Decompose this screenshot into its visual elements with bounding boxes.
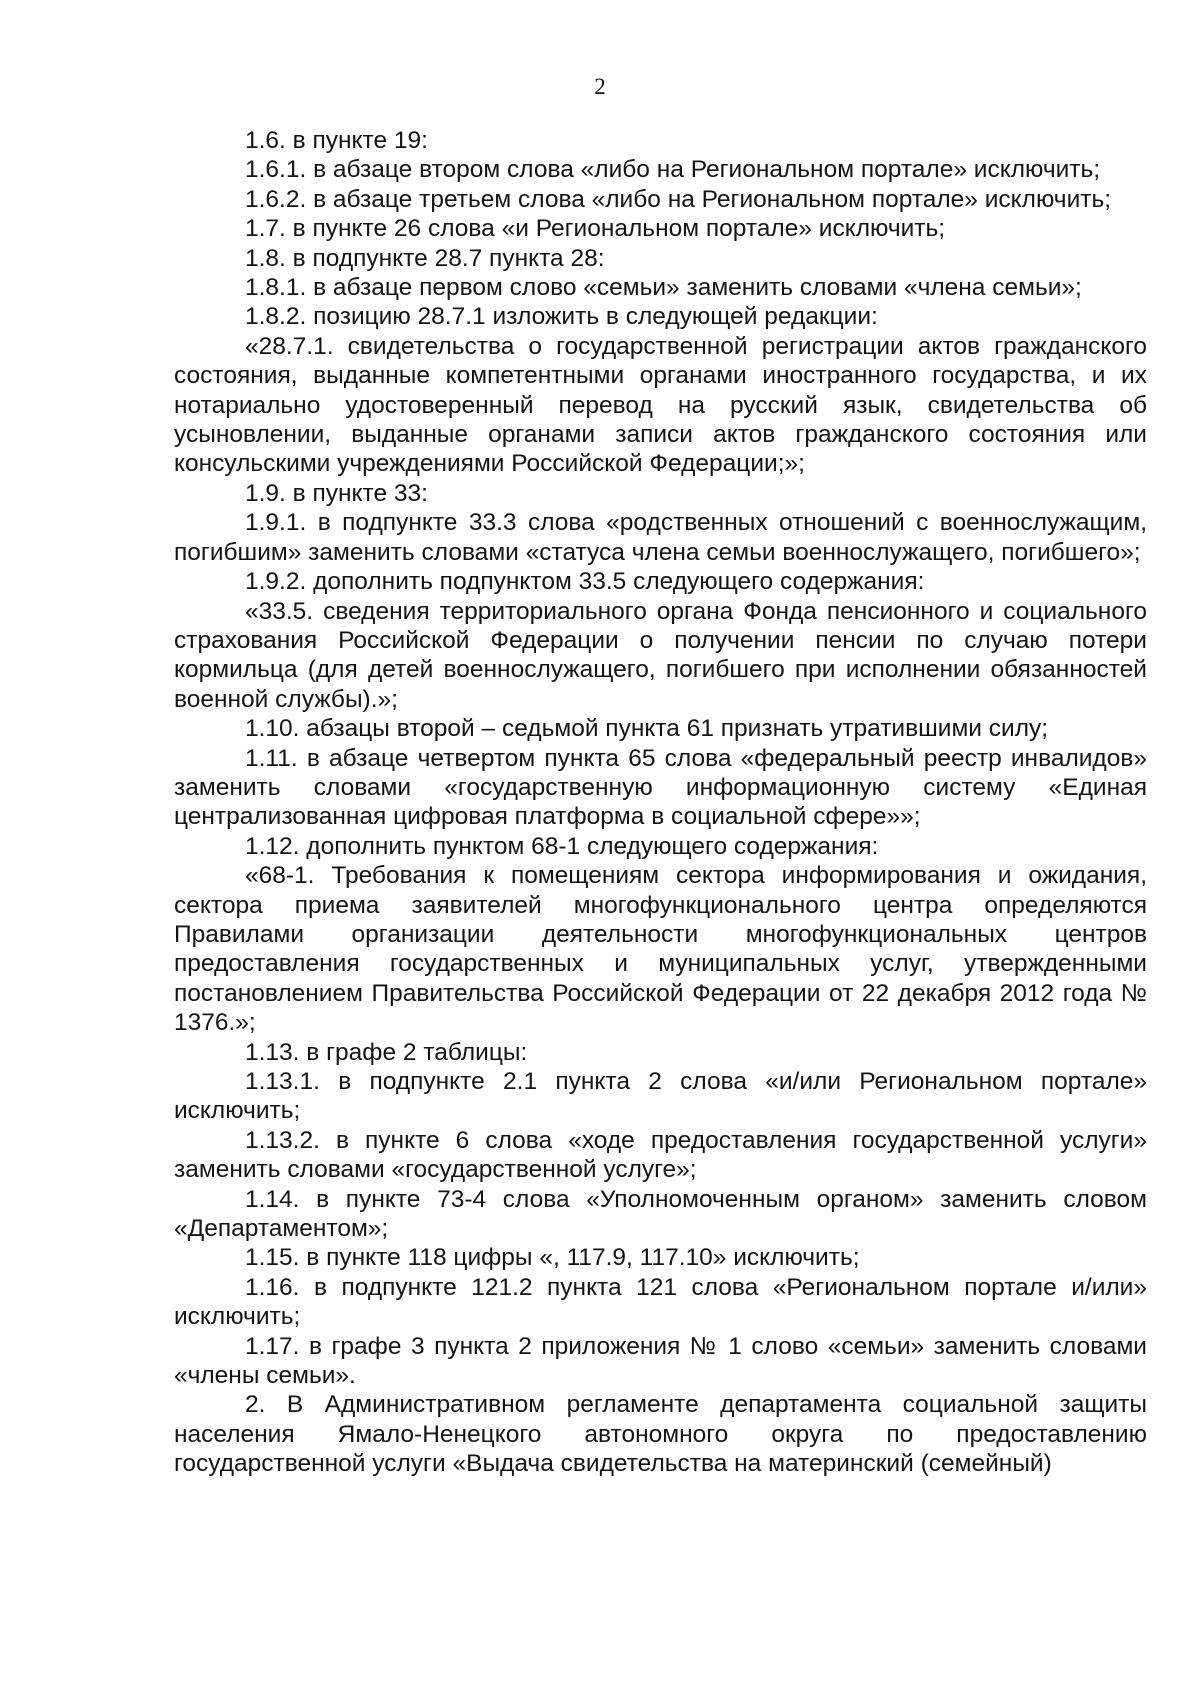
paragraph-1-9-2: 1.9.2. дополнить подпунктом 33.5 следующего содержания: bbox=[245, 568, 925, 596]
paragraph-1-9: 1.9. в пункте 33: bbox=[245, 479, 428, 507]
quoted-paragraph-28-7-1: «28.7.1. свидетельства о государственной регистрации актов гражданского состояния, выданные компетентными органами иностранного государства, и их нотариально удостоверенный перевод на русский язык, свидетельства об усыновлении, выданные органами записи актов гражданского состояния или консульскими учреждениями Российской Федерации;»; bbox=[174, 332, 1147, 478]
paragraph-1-12: 1.12. дополнить пунктом 68-1 следующего содержания: bbox=[245, 832, 879, 860]
document-body bbox=[174, 126, 1147, 1479]
paragraph-1-17: 1.17. в графе 3 пункта 2 приложения № 1 слово «семьи» заменить словами «члены семьи». bbox=[174, 1332, 1147, 1390]
paragraph-1-7: 1.7. в пункте 26 слова «и Региональном портале» исключить; bbox=[245, 215, 946, 243]
paragraph-1-13-1: 1.13.1. в подпункте 2.1 пункта 2 слова «и/или Региональном портале» исключить; bbox=[174, 1068, 1147, 1125]
paragraph-1-6-2: 1.6.2. в абзаце третьем слова «либо на Региональном портале» исключить; bbox=[245, 185, 1112, 213]
paragraph-1-13-2: 1.13.2. в пункте 6 слова «ходе предоставления государственной услуги» заменить словами «государственной услуге»; bbox=[174, 1126, 1147, 1184]
quoted-paragraph-68-1: «68-1. Требования к помещениям сектора информирования и ожидания, сектора приема заявителей многофункционального центра определяются Правилами организации деятельности многофункциональных центров предоставления государственных и муниципальных услуг, утвержденными постановлением Правительства Российской Федерации от 22 декабря 2012 года № 1376.»; bbox=[174, 862, 1147, 1037]
paragraph-1-8-2: 1.8.2. позицию 28.7.1 изложить в следующей редакции: bbox=[245, 303, 878, 331]
paragraph-1-6-1: 1.6.1. в абзаце втором слова «либо на Региональном портале» исключить; bbox=[245, 156, 1101, 184]
paragraph-1-10: 1.10. абзацы второй – седьмой пункта 61 признать утратившими силу; bbox=[245, 715, 1049, 743]
paragraph-2: 2. В Административном регламенте департамента социальной защиты населения Ямало-Ненецкого автономного округа по предоставлению государственной услуги «Выдача свидетельства на материнский (семейный) bbox=[174, 1391, 1147, 1478]
paragraph-1-9-1: 1.9.1. в подпункте 33.3 слова «родственных отношений с военнослужащим, погибшим» заменить словами «статуса члена семьи военнослужащего, погибшего»; bbox=[174, 509, 1147, 566]
paragraph-1-8: 1.8. в подпункте 28.7 пункта 28: bbox=[245, 244, 605, 272]
paragraph-1-11: 1.11. в абзаце четвертом пункта 65 слова «федеральный реестр инвалидов» заменить словами «государственную информационную систему «Единая централизованная цифровая платформа в социальной сфере»»; bbox=[174, 744, 1147, 831]
paragraph-1-14: 1.14. в пункте 73-4 слова «Уполномоченным органом» заменить словом «Департаментом»; bbox=[174, 1185, 1147, 1243]
paragraph-1-16: 1.16. в подпункте 121.2 пункта 121 слова «Региональном портале и/или» исключить; bbox=[174, 1273, 1147, 1331]
quoted-paragraph-33-5: «33.5. сведения территориального органа Фонда пенсионного и социального страхования Российской Федерации о получении пенсии по случаю потери кормильца (для детей военнослужащего, погибшего при исполнении обязанностей военной службы).»; bbox=[174, 597, 1147, 713]
page-number: 2 bbox=[594, 74, 606, 99]
paragraph-1-8-1: 1.8.1. в абзаце первом слово «семьи» заменить словами «члена семьи»; bbox=[245, 274, 1082, 302]
paragraph-1-13: 1.13. в графе 2 таблицы: bbox=[245, 1038, 528, 1066]
paragraph-1-6: 1.6. в пункте 19: bbox=[245, 127, 428, 154]
paragraph-1-15: 1.15. в пункте 118 цифры «, 117.9, 117.10» исключить; bbox=[245, 1244, 860, 1272]
